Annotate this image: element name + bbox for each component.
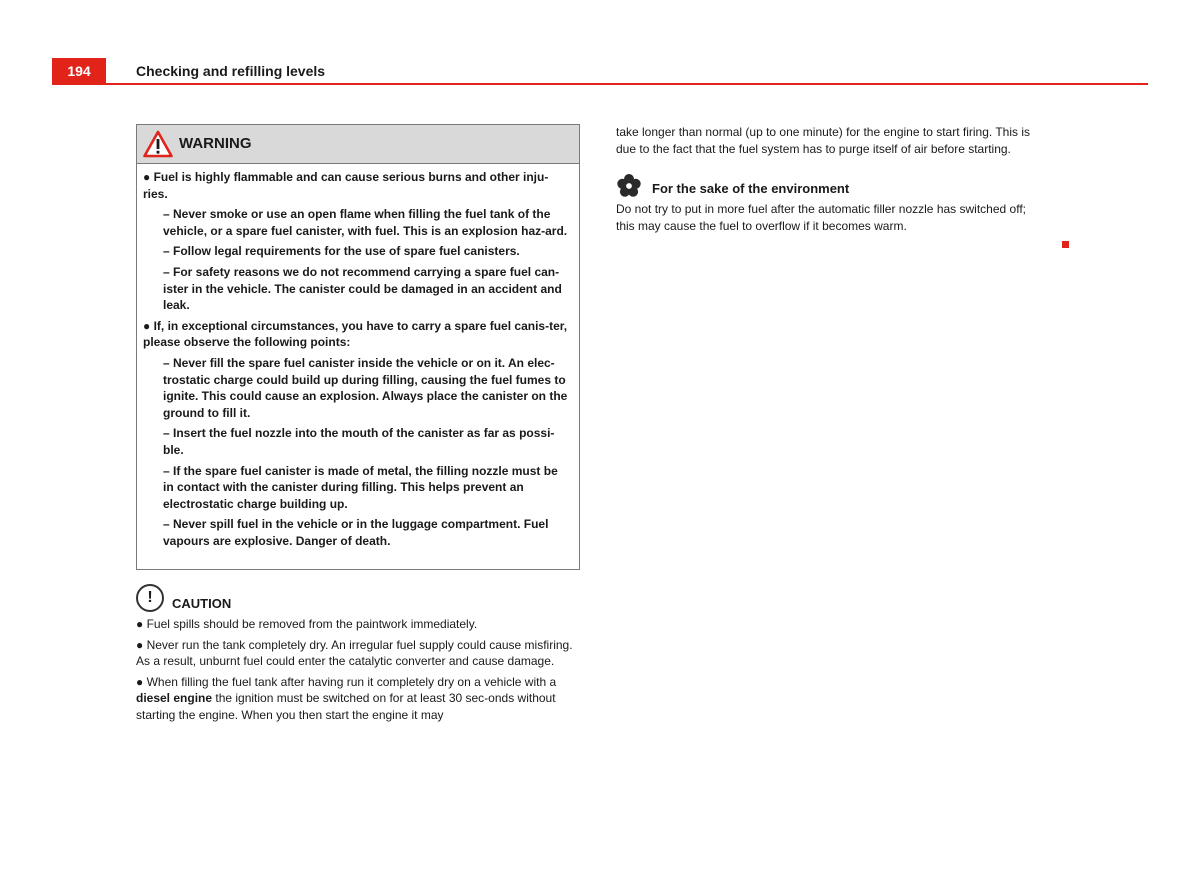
page-header bbox=[52, 58, 1148, 85]
caution-item-text: ● When filling the fuel tank after having run it completely dry on a vehicle with a bbox=[136, 674, 557, 689]
warning-item: ● Fuel is highly flammable and can cause serious burns and other inju-ries. bbox=[143, 170, 549, 201]
environment-body: Do not try to put in more fuel after the automatic filler nozzle has switched off; this may cause the fuel to overflow if it becomes warm. bbox=[616, 202, 1026, 233]
warning-subitem: – If the spare fuel canister is made of metal, the filling nozzle must be in contact with the canister during filling. This helps prevent an electrostatic charge building up. bbox=[163, 463, 558, 511]
caution-exclamation-icon: ! bbox=[136, 584, 164, 612]
caution-item bbox=[136, 674, 578, 724]
warning-subitem: – Insert the fuel nozzle into the mouth of the canister as far as possi-ble. bbox=[163, 426, 555, 457]
section-title: Checking and refilling levels bbox=[136, 63, 326, 79]
header-rule bbox=[106, 83, 1148, 85]
flower-environment-icon bbox=[616, 173, 642, 199]
warning-header bbox=[137, 125, 579, 164]
caution-section bbox=[136, 584, 578, 728]
caution-item-emphasis: diesel engine bbox=[136, 691, 213, 706]
environment-title: For the sake of the environment bbox=[652, 181, 850, 197]
caution-item: ● Fuel spills should be removed from the paintwork immediately. bbox=[136, 617, 478, 631]
warning-body bbox=[137, 164, 579, 549]
section-end-marker bbox=[1062, 241, 1069, 248]
caution-body bbox=[136, 616, 578, 724]
page-number: 194 bbox=[52, 58, 106, 85]
warning-subitem: – Never fill the spare fuel canister inside the vehicle or on it. An elec-trostatic charge could build up during filling, causing the fuel fumes to ignite. This could cause an explosion. Always place the canister on the ground to fill it. bbox=[163, 355, 568, 420]
warning-subitem: – Never smoke or use an open flame when filling the fuel tank of the vehicle, or a spare fuel canister, with fuel. This is an explosion haz-ard. bbox=[163, 207, 568, 238]
right-column bbox=[616, 124, 1046, 234]
warning-title: WARNING bbox=[179, 135, 252, 152]
caution-item-text: the ignition must be switched on for at least 30 sec-onds without starting the engine. When you then start the engine it may bbox=[136, 691, 556, 722]
warning-subitem: – For safety reasons we do not recommend carrying a spare fuel can-ister in the vehicle. The canister could be damaged in an accident and leak. bbox=[163, 264, 562, 313]
caution-header bbox=[136, 584, 578, 612]
caution-title: CAUTION bbox=[172, 596, 232, 611]
warning-subitem: – Never spill fuel in the vehicle or in the luggage compartment. Fuel vapours are explosive. Danger of death. bbox=[163, 517, 549, 548]
warning-subitem: – Follow legal requirements for the use of spare fuel canisters. bbox=[163, 244, 520, 259]
environment-header bbox=[616, 173, 1046, 201]
caution-item: ● Never run the tank completely dry. An irregular fuel supply could cause misfiring. As a result, unburnt fuel could enter the catalytic converter and cause damage. bbox=[136, 637, 573, 669]
warning-triangle-icon bbox=[143, 130, 173, 158]
warning-box bbox=[136, 124, 580, 570]
warning-item: ● If, in exceptional circumstances, you have to carry a spare fuel canis-ter, please observe the following points: bbox=[143, 318, 568, 350]
continuation-text: take longer than normal (up to one minute) for the engine to start firing. This is due to the fact that the fuel system has to purge itself of air before starting. bbox=[616, 125, 1030, 156]
